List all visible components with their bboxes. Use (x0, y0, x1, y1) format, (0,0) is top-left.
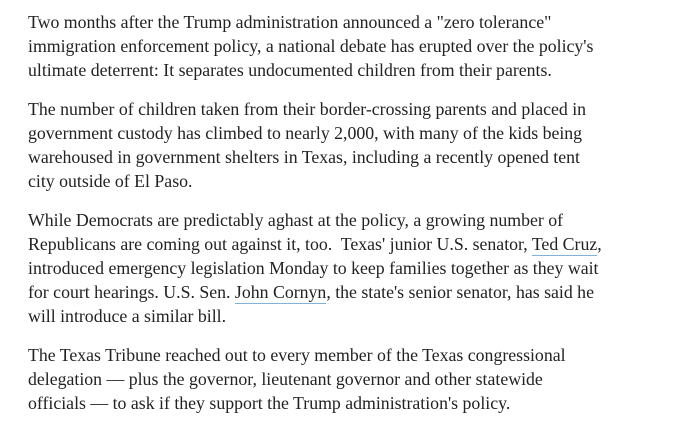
paragraph-line: Two months after the Trump administration announced a "zero tolerance" (28, 12, 552, 32)
paragraph-line: city outside of El Paso. (28, 171, 193, 191)
paragraph-line: officials — to ask if they support the Trump administration's policy. (28, 393, 511, 413)
paragraph-line-with-link (28, 232, 664, 256)
paragraph-text: for court hearings. U.S. Sen. (28, 282, 235, 302)
paragraph-line: warehoused in government shelters in Texas, including a recently opened tent (28, 147, 580, 167)
paragraph-line: introduced emergency legislation Monday to keep families together as they wait (28, 258, 599, 278)
paragraph-line: The Texas Tribune reached out to every member of the Texas congressional (28, 345, 566, 365)
paragraph-line: ultimate deterrent: It separates undocumented children from their parents. (28, 60, 552, 80)
paragraph-line: The number of children taken from their border-crossing parents and placed in (28, 99, 587, 119)
paragraph-4 (28, 343, 664, 415)
john-cornyn-link[interactable]: John Cornyn (234, 282, 327, 302)
paragraph-line: will introduce a similar bill. (28, 306, 227, 326)
paragraph-3 (28, 208, 664, 328)
paragraph-line: government custody has climbed to nearly 2,000, with many of the kids being (28, 123, 583, 143)
paragraph-1 (28, 10, 664, 82)
paragraph-text: Republicans are coming out against it, too. Texas' junior U.S. senator, (28, 234, 532, 254)
paragraph-line: While Democrats are predictably aghast at the policy, a growing number of (28, 210, 564, 230)
ted-cruz-link[interactable]: Ted Cruz (531, 234, 598, 254)
paragraph-2 (28, 97, 664, 193)
paragraph-text: , the state's senior senator, has said he (326, 282, 594, 302)
paragraph-line: delegation — plus the governor, lieutenant governor and other statewide (28, 369, 543, 389)
paragraph-line: immigration enforcement policy, a national debate has erupted over the policy's (28, 36, 594, 56)
paragraph-text: , (597, 234, 602, 254)
paragraph-line-with-link (28, 280, 664, 304)
